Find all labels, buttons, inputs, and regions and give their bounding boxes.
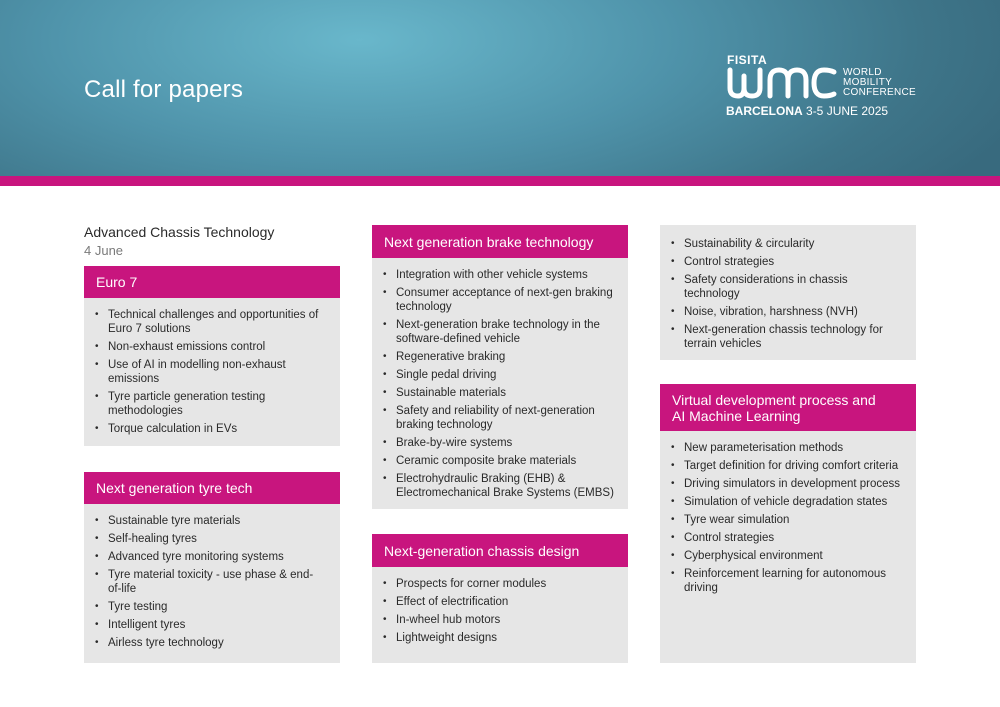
list-item: • Use of AI in modelling non-exhaust emissions [108, 358, 326, 386]
list-item: • Noise, vibration, harshness (NVH) [684, 305, 902, 319]
list-item: • Sustainable tyre materials [108, 514, 326, 528]
section-title: Next generation brake technology [372, 225, 628, 258]
list-item: • Brake-by-wire systems [396, 436, 614, 450]
logo-dates: 3-5 JUNE 2025 [806, 104, 889, 118]
list-item: • Simulation of vehicle degradation states [684, 495, 902, 509]
logo-city: BARCELONA [726, 104, 803, 118]
list-item: • Self-healing tyres [108, 532, 326, 546]
logo-event-line: MOBILITY [843, 77, 893, 88]
section-list [372, 258, 628, 500]
section-title [660, 384, 916, 431]
list-item: • Airless tyre technology [108, 636, 326, 650]
section-list [84, 298, 340, 436]
section-list [372, 567, 628, 645]
list-item: • Tyre wear simulation [684, 513, 902, 527]
logo-event-line: WORLD [843, 67, 882, 78]
list-item: • Non-exhaust emissions control [108, 340, 326, 354]
section-title-line: AI Machine Learning [672, 407, 801, 424]
list-item: • Cyberphysical environment [684, 549, 902, 563]
section-title-line: Virtual development process and [672, 391, 876, 408]
wmc-logo-mark [726, 66, 838, 100]
list-item: • Control strategies [684, 255, 902, 269]
list-item: • Torque calculation in EVs [108, 422, 326, 436]
list-item: • Regenerative braking [396, 350, 614, 364]
topic-date: 4 June [84, 243, 124, 258]
list-item: • Electrohydraulic Braking (EHB) & Electromechanical Brake Systems (EMBS) [396, 472, 614, 500]
logo-location-dates [726, 104, 888, 118]
accent-stripe [0, 176, 1000, 186]
logo-event-name [843, 68, 916, 98]
list-item: • Next-generation brake technology in the software-defined vehicle [396, 318, 614, 346]
section-card-euro7 [84, 266, 340, 446]
list-item: • Consumer acceptance of next-gen braking technology [396, 286, 614, 314]
section-card-chassis-design [372, 534, 628, 663]
section-card-tyre [84, 472, 340, 663]
list-item: • Lightweight designs [396, 631, 614, 645]
list-item: • Safety considerations in chassis technology [684, 273, 902, 301]
section-title: Next-generation chassis design [372, 534, 628, 567]
list-item: • Driving simulators in development process [684, 477, 902, 491]
page-title: Call for papers [84, 76, 244, 103]
list-item: • Tyre testing [108, 600, 326, 614]
conference-logo [726, 52, 926, 122]
list-item: • Target definition for driving comfort criteria [684, 459, 902, 473]
list-item: • Sustainable materials [396, 386, 614, 400]
list-item: • Integration with other vehicle systems [396, 268, 614, 282]
list-item: • Tyre material toxicity - use phase & end-of-life [108, 568, 326, 596]
list-item: • Prospects for corner modules [396, 577, 614, 591]
list-item: • Safety and reliability of next-generation braking technology [396, 404, 614, 432]
topic-heading [84, 224, 274, 258]
list-item: • New parameterisation methods [684, 441, 902, 455]
section-list [660, 225, 916, 351]
list-item: • Sustainability & circularity [684, 237, 902, 251]
list-item: • Intelligent tyres [108, 618, 326, 632]
logo-event-line: CONFERENCE [843, 87, 917, 98]
list-item: • Single pedal driving [396, 368, 614, 382]
section-title: Next generation tyre tech [84, 472, 340, 504]
list-item: • Effect of electrification [396, 595, 614, 609]
list-item: • Reinforcement learning for autonomous driving [684, 567, 902, 595]
list-item: • In-wheel hub motors [396, 613, 614, 627]
section-card-chassis-continued [660, 225, 916, 360]
list-item: • Control strategies [684, 531, 902, 545]
list-item: • Next-generation chassis technology for terrain vehicles [684, 323, 902, 351]
section-list [660, 431, 916, 595]
logo-org: FISITA [727, 53, 768, 67]
section-list [84, 504, 340, 650]
section-title: Euro 7 [84, 266, 340, 298]
section-card-virtual-development [660, 384, 916, 663]
list-item: • Technical challenges and opportunities of Euro 7 solutions [108, 308, 326, 336]
topic-title: Advanced Chassis Technology [84, 224, 275, 240]
list-item: • Ceramic composite brake materials [396, 454, 614, 468]
section-card-brake [372, 225, 628, 509]
list-item: • Advanced tyre monitoring systems [108, 550, 326, 564]
list-item: • Tyre particle generation testing methodologies [108, 390, 326, 418]
